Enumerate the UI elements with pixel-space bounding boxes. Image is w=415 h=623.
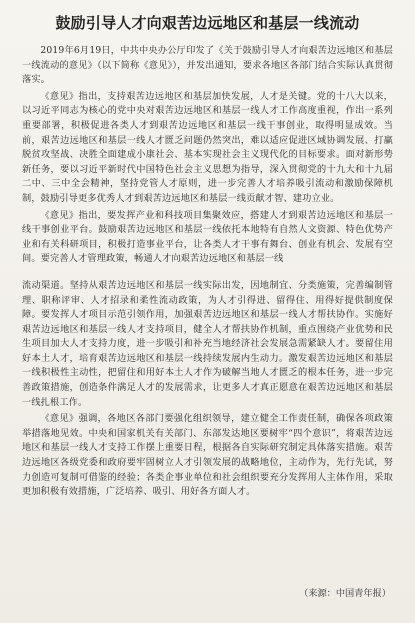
paragraph-measures-part2: 流动渠道。坚持从艰苦边远地区和基层一线实际出发，因地制宜、分类施策，完善编制管理、职称评审、人才招录和柔性流动政策，为人才引得进、留得住、用得好提供制度保障。要发挥人才项目示范引领作用，加强艰苦边远地区和基层一线人才帮扶协作。实施好艰苦边远地区和基层一线人才支持项目，健全人才帮扶协作机制，重点围绕产业优势和民生项目加大人才支持力度，进一步吸引和补充当地经济社会发展急需紧缺人才。要留住用好本土人才，培育艰苦边远地区和基层一线持续发展内生动力。激发艰苦边远地区和基层一线积极性主动性，把留住和用好本土人才作为破解当地人才匮乏的根本任务，进一步完善政策措施，创造条件满足人才的发展需求，让更多人才真正愿意在艰苦边远地区和基层一线扎根工作。 — [22, 279, 393, 408]
paragraph-intro: 2019年6月19日，中共中央办公厅印发了《关于鼓励引导人才向艰苦边远地区和基层一线流动的意见》（以下简称《意见》），并发出通知，要求各地区各部门结合实际认真贯彻落实。 — [22, 45, 393, 86]
paragraph-emphasis: 《意见》强调，各地区各部门要强化组织领导，建立健全工作责任制，确保各项政策举措落地见效。中央和国家机关有关部门、东部发达地区要树牢“四个意识”，将艰苦边远地区和基层一线人才支持工作摆上重要日程，根据各自实际研究制定具体落实措施。艰苦边远地区各级党委和政府要牢固树立人才引领发展的战略地位，主动作为，先行先试，努力创造可复制可借鉴的经验；各类企事业单位和社会组织要充分发挥用人主体作用，采取更加积极有效措施，广泛培养、吸引、用好各方面人才。 — [22, 413, 393, 498]
page-gap — [22, 269, 393, 279]
article-title: 鼓励引导人才向艰苦边远地区和基层一线流动 — [55, 14, 360, 32]
paragraph-background: 《意见》指出，支持艰苦边远地区和基层加快发展，人才是关键。党的十八大以来，以习近平同志为核心的党中央对艰苦边远地区和基层一线人才工作高度重视，作出一系列重要部署，积极促进各类人才到艰苦边远地区和基层一线干事创业，取得明显成效。当前，艰苦边远地区和基层一线人才匮乏问题仍然突出，难以适应促进区域协调发展、打赢脱贫攻坚战、决胜全面建成小康社会、基本实现社会主义现代化的目标要求。面对新形势新任务，要以习近平新时代中国特色社会主义思想为指导，深入贯彻党的十九大和十九届二中、三中全会精神，坚持党管人才原则，进一步完善人才培养吸引流动和激励保障机制，鼓励引导更多优秀人才到艰苦边远地区和基层一线贡献才智、建功立业。 — [22, 90, 393, 204]
source-credit: （来源：中国青年报） — [299, 588, 391, 599]
paragraph-measures-part1: 《意见》指出，要发挥产业和科技项目集聚效应，搭建人才到艰苦边远地区和基层一线干事创业平台。鼓励艰苦边远地区和基层一线依托本地特有自然人文资源、特色优势产业和有关科研项目，积极打造事业平台，让各类人才干事有舞台、创业有机会、发展有空间。要完善人才管理政策，畅通人才向艰苦边远地区和基层一线 — [22, 209, 393, 265]
